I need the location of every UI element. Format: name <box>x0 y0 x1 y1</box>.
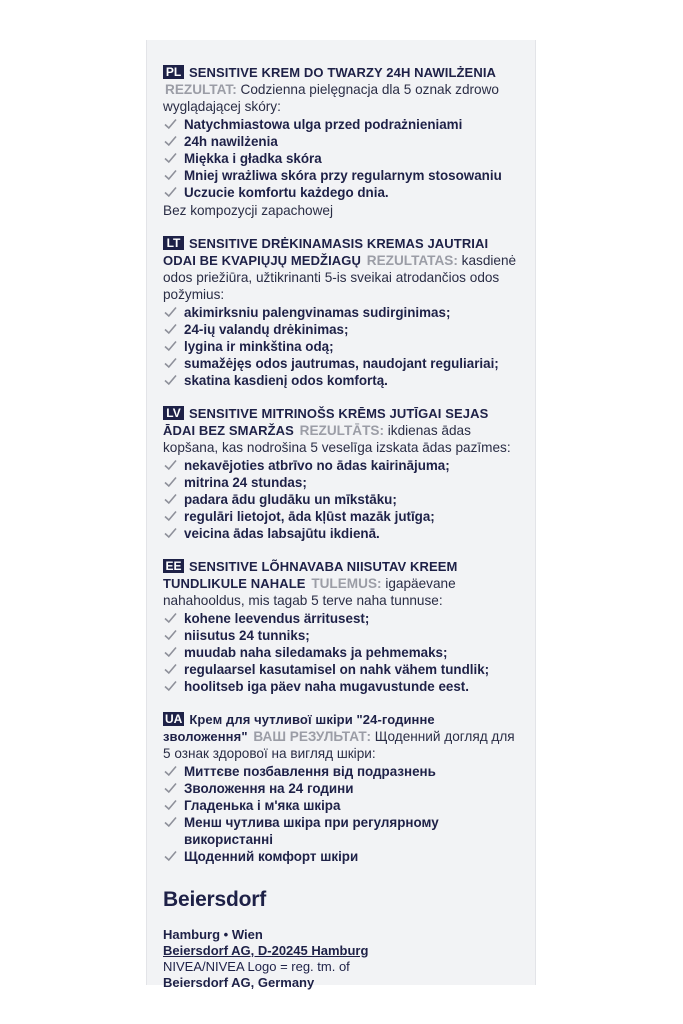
product-title: SENSITIVE MITRINOŠS KRĒMS JUTĪGAI SEJAS ĀDAI BEZ SMARŽAS <box>163 406 489 438</box>
benefit-item <box>163 338 523 355</box>
benefit-text: hoolitseb iga päev naha mugavustunde eest. <box>184 679 469 694</box>
check-icon <box>164 527 177 539</box>
section-header <box>163 64 523 115</box>
section-ua <box>163 711 523 865</box>
check-icon <box>164 816 177 828</box>
benefit-item <box>163 304 523 321</box>
result-label: REZULTATAS: <box>366 253 458 268</box>
manufacturer-address <box>163 927 523 991</box>
benefit-text: Миттєве позбавлення від подразнень <box>184 764 436 779</box>
result-label: REZULTĀTS: <box>299 423 384 438</box>
check-icon <box>164 186 177 198</box>
benefit-item <box>163 474 523 491</box>
check-icon <box>164 629 177 641</box>
benefit-item <box>163 780 523 797</box>
result-label: ВАШ РЕЗУЛЬТАТ: <box>253 729 372 744</box>
benefit-text: akimirksniu palengvinamas sudirginimas; <box>184 305 451 320</box>
check-icon <box>164 306 177 318</box>
benefit-item <box>163 491 523 508</box>
benefit-text: nekavējoties atbrīvo no ādas kairinājuma; <box>184 458 450 473</box>
result-description: Щоденний догляд для 5 ознак здорової на вигляд шкіри: <box>163 729 515 761</box>
check-icon <box>164 459 177 471</box>
check-icon <box>164 476 177 488</box>
check-icon <box>164 799 177 811</box>
result-description: kasdienė odos priežiūra, užtikrinanti 5-is sveikai atrodančios odos požymius: <box>163 253 517 302</box>
language-code-badge: PL <box>163 65 184 79</box>
benefit-item <box>163 184 523 201</box>
result-label: REZULTAT: <box>165 82 237 97</box>
benefit-text: regulāri lietojot, āda kļūst mazāk jutīga; <box>184 509 435 524</box>
check-icon <box>164 323 177 335</box>
result-description: igapäevane nahahooldus, mis tagab 5 terve naha tunnuse: <box>163 576 456 608</box>
check-icon <box>164 357 177 369</box>
benefit-item <box>163 814 523 848</box>
trademark-note: NIVEA/NIVEA Logo = reg. tm. of <box>163 959 350 974</box>
benefit-item <box>163 321 523 338</box>
result-label: TULEMUS: <box>311 576 382 591</box>
benefit-item <box>163 848 523 865</box>
benefit-text: kohene leevendus ärritusest; <box>184 611 370 626</box>
check-icon <box>164 850 177 862</box>
benefit-text: Uczucie komfortu każdego dnia. <box>184 185 389 200</box>
check-icon <box>164 765 177 777</box>
language-code-badge: UA <box>165 712 183 726</box>
benefit-text: Щоденний комфорт шкіри <box>184 849 359 864</box>
benefit-item <box>163 678 523 695</box>
language-code-badge: LV <box>163 406 184 420</box>
check-icon <box>164 663 177 675</box>
benefit-text: sumažėjęs odos jautrumas, naudojant reguliariai; <box>184 356 499 371</box>
benefit-item <box>163 133 523 150</box>
check-icon <box>164 493 177 505</box>
benefit-item <box>163 372 523 389</box>
fragrance-note: Bez kompozycji zapachowej <box>163 203 334 218</box>
check-icon <box>164 340 177 352</box>
result-description: Codzienna pielęgnacja dla 5 oznak zdrowo wyglądającej skóry: <box>163 82 499 114</box>
benefit-text: Miękka i gładka skóra <box>184 151 322 166</box>
check-icon <box>164 680 177 692</box>
section-header <box>163 558 523 609</box>
check-icon <box>164 135 177 147</box>
check-icon <box>164 169 177 181</box>
section-pl <box>163 64 523 219</box>
language-code-badge: LT <box>163 236 184 250</box>
beiersdorf-logo: Beiersdorf <box>163 888 267 911</box>
label-content <box>163 64 523 991</box>
benefit-text: padara ādu gludāku un mīkstāku; <box>184 492 397 507</box>
benefit-item <box>163 355 523 372</box>
check-icon <box>164 510 177 522</box>
section-lt <box>163 235 523 389</box>
section-header <box>163 235 523 303</box>
result-description: ikdienas ādas kopšana, kas nodrošina 5 veselīga izskata ādas pazīmes: <box>163 423 511 455</box>
benefit-text: skatina kasdienį odos komfortą. <box>184 373 388 388</box>
product-title: SENSITIVE KREM DO TWARZY 24H NAWILŻENIA <box>189 65 497 80</box>
benefit-text: Зволоження на 24 години <box>184 781 354 796</box>
product-title: Крем для чутливої шкіри "24-годинне зволоження" <box>163 712 435 744</box>
benefit-item <box>163 797 523 814</box>
benefit-list <box>163 116 523 201</box>
address-cities: Hamburg • Wien <box>163 927 263 942</box>
benefit-item <box>163 167 523 184</box>
benefit-item <box>163 508 523 525</box>
benefit-text: Гладенька і м'яка шкіра <box>184 798 341 813</box>
benefit-text: 24-ių valandų drėkinimas; <box>184 322 349 337</box>
section-header <box>163 405 523 456</box>
benefit-text: niisutus 24 tunniks; <box>184 628 310 643</box>
benefit-list <box>163 610 523 695</box>
benefit-item <box>163 150 523 167</box>
benefit-text: regulaarsel kasutamisel on nahk vähem tundlik; <box>184 662 490 677</box>
product-title: SENSITIVE LÕHNAVABA NIISUTAV KREEM TUNDLIKULE NAHALE <box>163 559 458 591</box>
section-header <box>163 711 523 762</box>
benefit-text: Менш чутлива шкіра при регулярному використанні <box>184 815 439 847</box>
benefit-text: lygina ir minkština odą; <box>184 339 334 354</box>
check-icon <box>164 612 177 624</box>
benefit-item <box>163 116 523 133</box>
language-code-badge: EE <box>163 559 184 573</box>
check-icon <box>164 374 177 386</box>
benefit-item <box>163 763 523 780</box>
benefit-list <box>163 304 523 389</box>
check-icon <box>164 152 177 164</box>
benefit-list <box>163 457 523 542</box>
section-lv <box>163 405 523 542</box>
benefit-text: Natychmiastowa ulga przed podrażnieniami <box>184 117 463 132</box>
benefit-item <box>163 610 523 627</box>
benefit-item <box>163 661 523 678</box>
check-icon <box>164 118 177 130</box>
benefit-item <box>163 644 523 661</box>
benefit-text: muudab naha siledamaks ja pehmemaks; <box>184 645 448 660</box>
check-icon <box>164 646 177 658</box>
address-company: Beiersdorf AG, D-20245 Hamburg <box>163 943 369 958</box>
check-icon <box>164 782 177 794</box>
benefit-text: veicina ādas labsajūtu ikdienā. <box>184 526 380 541</box>
benefit-item <box>163 525 523 542</box>
product-title: SENSITIVE DRĖKINAMASIS KREMAS JAUTRIAI ODAI BE KVAPIŲJŲ MEDŽIAGŲ <box>163 236 489 268</box>
benefit-item <box>163 457 523 474</box>
benefit-text: Mniej wrażliwa skóra przy regularnym stosowaniu <box>184 168 502 183</box>
section-ee <box>163 558 523 695</box>
trademark-owner: Beiersdorf AG, Germany <box>163 975 315 990</box>
benefit-item <box>163 627 523 644</box>
benefit-list <box>163 763 523 865</box>
benefit-text: mitrina 24 stundas; <box>184 475 307 490</box>
benefit-text: 24h nawilżenia <box>184 134 278 149</box>
